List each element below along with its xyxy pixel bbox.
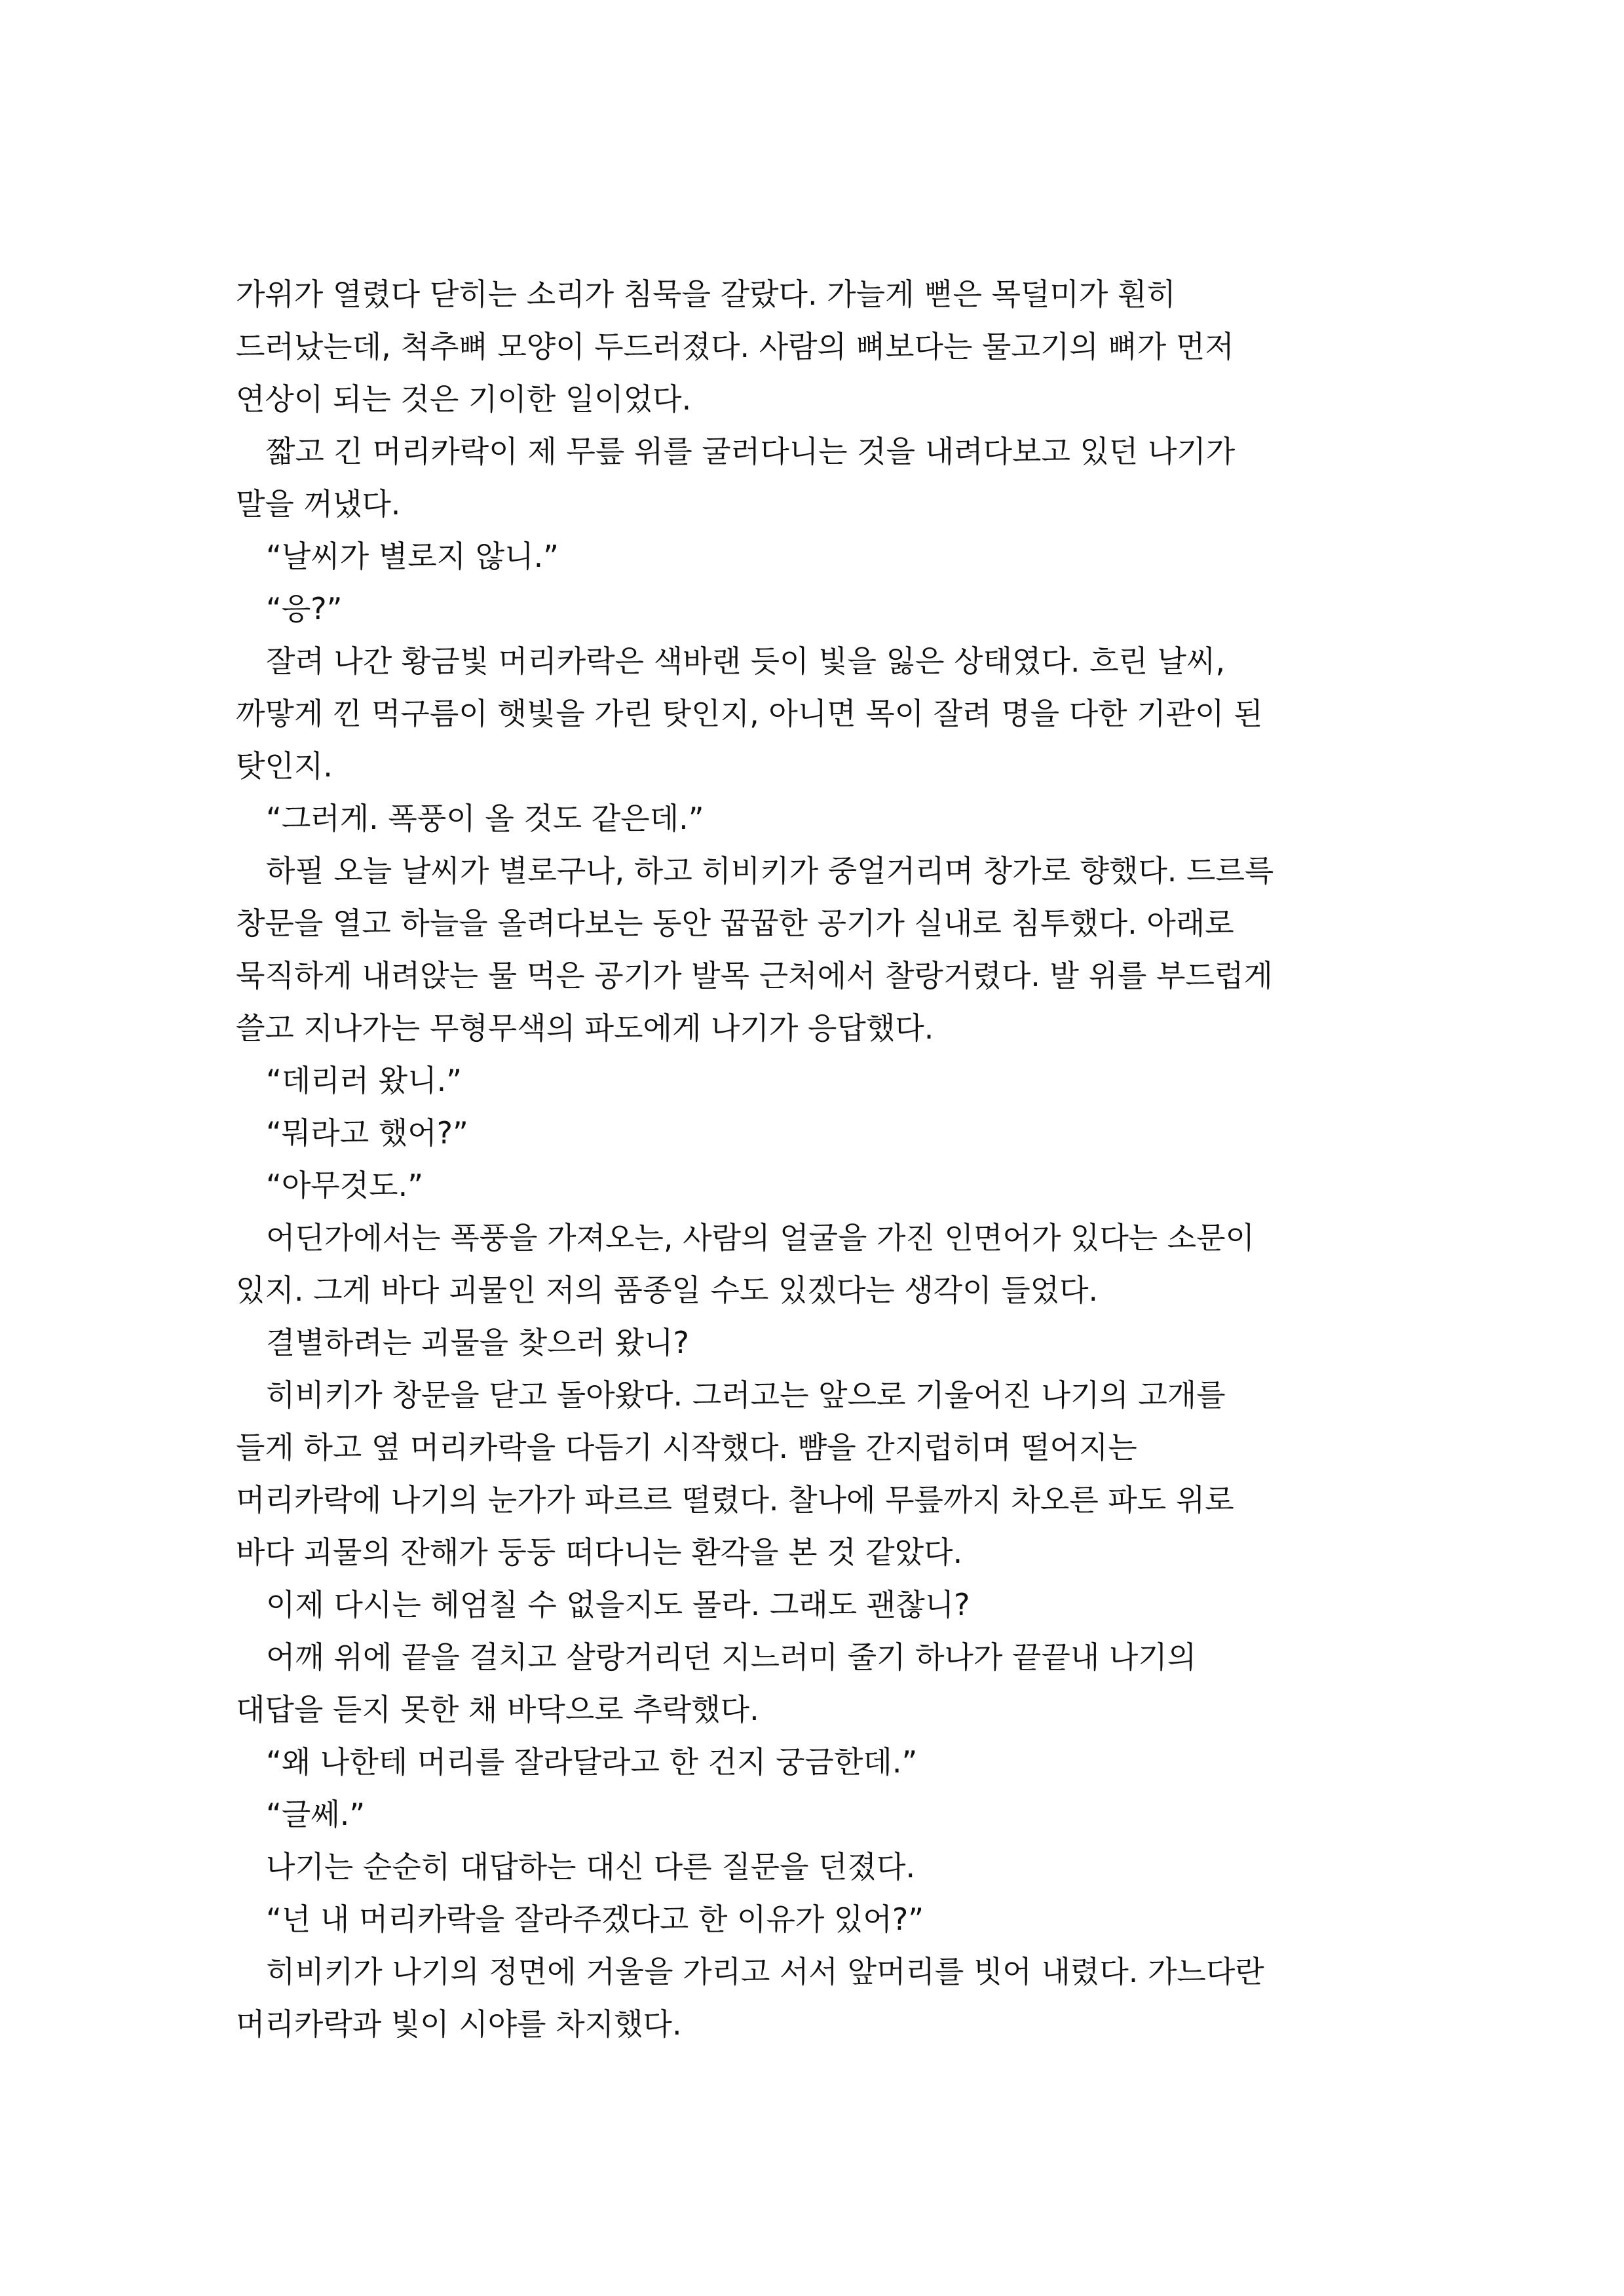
text-line: 히비키가 창문을 닫고 돌아왔다. 그러고는 앞으로 기울어진 나기의 고개를 xyxy=(266,1377,1226,1413)
text-line: “그러게. 폭풍이 올 것도 같은데.” xyxy=(266,801,704,836)
text-line: “글쎄.” xyxy=(266,1797,366,1832)
text-line: 있지. 그게 바다 괴물인 저의 품종일 수도 있겠다는 생각이 들었다. xyxy=(236,1272,1099,1308)
text-line: 대답을 듣지 못한 채 바닥으로 추락했다. xyxy=(236,1692,759,1727)
text-line: 가위가 열렸다 닫히는 소리가 침묵을 갈랐다. 가늘게 뻗은 목덜미가 훤히 xyxy=(236,277,1176,312)
text-line: 창문을 열고 하늘을 올려다보는 동안 꿉꿉한 공기가 실내로 침투했다. 아래로 xyxy=(236,906,1234,941)
text-line: 탓인지. xyxy=(236,748,333,784)
text-line: “데리러 왔니.” xyxy=(266,1063,463,1098)
text-line: 머리카락에 나기의 눈가가 파르르 떨렸다. 찰나에 무릎까지 차오른 파도 위로 xyxy=(236,1482,1234,1518)
text-line: “날씨가 별로지 않니.” xyxy=(266,539,559,574)
text-line: “응?” xyxy=(266,591,343,626)
text-line: 묵직하게 내려앉는 물 먹은 공기가 발목 근처에서 찰랑거렸다. 발 위를 부드럽게 xyxy=(236,958,1273,993)
text-line: 바다 괴물의 잔해가 둥둥 떠다니는 환각을 본 것 같았다. xyxy=(236,1535,963,1570)
text-line: 잘려 나간 황금빛 머리카락은 색바랜 듯이 빛을 잃은 상태였다. 흐린 날씨, xyxy=(266,643,1226,679)
text-line: 말을 꺼냈다. xyxy=(236,486,401,522)
text-line: “뭐라고 했어?” xyxy=(266,1115,468,1151)
text-line: 하필 오늘 날씨가 별로구나, 하고 히비키가 중얼거리며 창가로 향했다. 드르륵 xyxy=(266,853,1274,889)
text-line: 연상이 되는 것은 기이한 일이었다. xyxy=(236,381,692,417)
text-line: 들게 하고 옆 머리카락을 다듬기 시작했다. 뺨을 간지럽히며 떨어지는 xyxy=(236,1430,1137,1465)
text-line: 나기는 순순히 대답하는 대신 다른 질문을 던졌다. xyxy=(266,1849,916,1885)
text-line: 어딘가에서는 폭풍을 가져오는, 사람의 얼굴을 가진 인면어가 있다는 소문이 xyxy=(266,1220,1255,1255)
text-line: “넌 내 머리카락을 잘라주겠다고 한 이유가 있어?” xyxy=(266,1902,924,1937)
text-line: 까맣게 낀 먹구름이 햇빛을 가린 탓인지, 아니면 목이 잘려 명을 다한 기관이 된 xyxy=(236,696,1263,731)
text-line: 머리카락과 빛이 시야를 차지했다. xyxy=(236,2006,682,2042)
text-line: “왜 나한테 머리를 잘라달라고 한 건지 궁금한데.” xyxy=(266,1744,918,1780)
text-line: 어깨 위에 끝을 걸치고 살랑거리던 지느러미 줄기 하나가 끝끝내 나기의 xyxy=(266,1639,1197,1675)
text-line: 드러났는데, 척추뼈 모양이 두드러졌다. 사람의 뼈보다는 물고기의 뼈가 먼저 xyxy=(236,329,1234,364)
text-line: 히비키가 나기의 정면에 거울을 가리고 서서 앞머리를 빗어 내렸다. 가느다란 xyxy=(266,1954,1264,1989)
text-line: “아무것도.” xyxy=(266,1168,424,1203)
text-line: 이제 다시는 헤엄칠 수 없을지도 몰라. 그래도 괜찮니? xyxy=(266,1587,970,1622)
text-line: 결별하려는 괴물을 찾으러 왔니? xyxy=(266,1325,689,1360)
document-body xyxy=(236,268,1389,2050)
text-line: 짧고 긴 머리카락이 제 무릎 위를 굴러다니는 것을 내려다보고 있던 나기가 xyxy=(266,434,1236,469)
text-line: 쓸고 지나가는 무형무색의 파도에게 나기가 응답했다. xyxy=(236,1010,934,1046)
